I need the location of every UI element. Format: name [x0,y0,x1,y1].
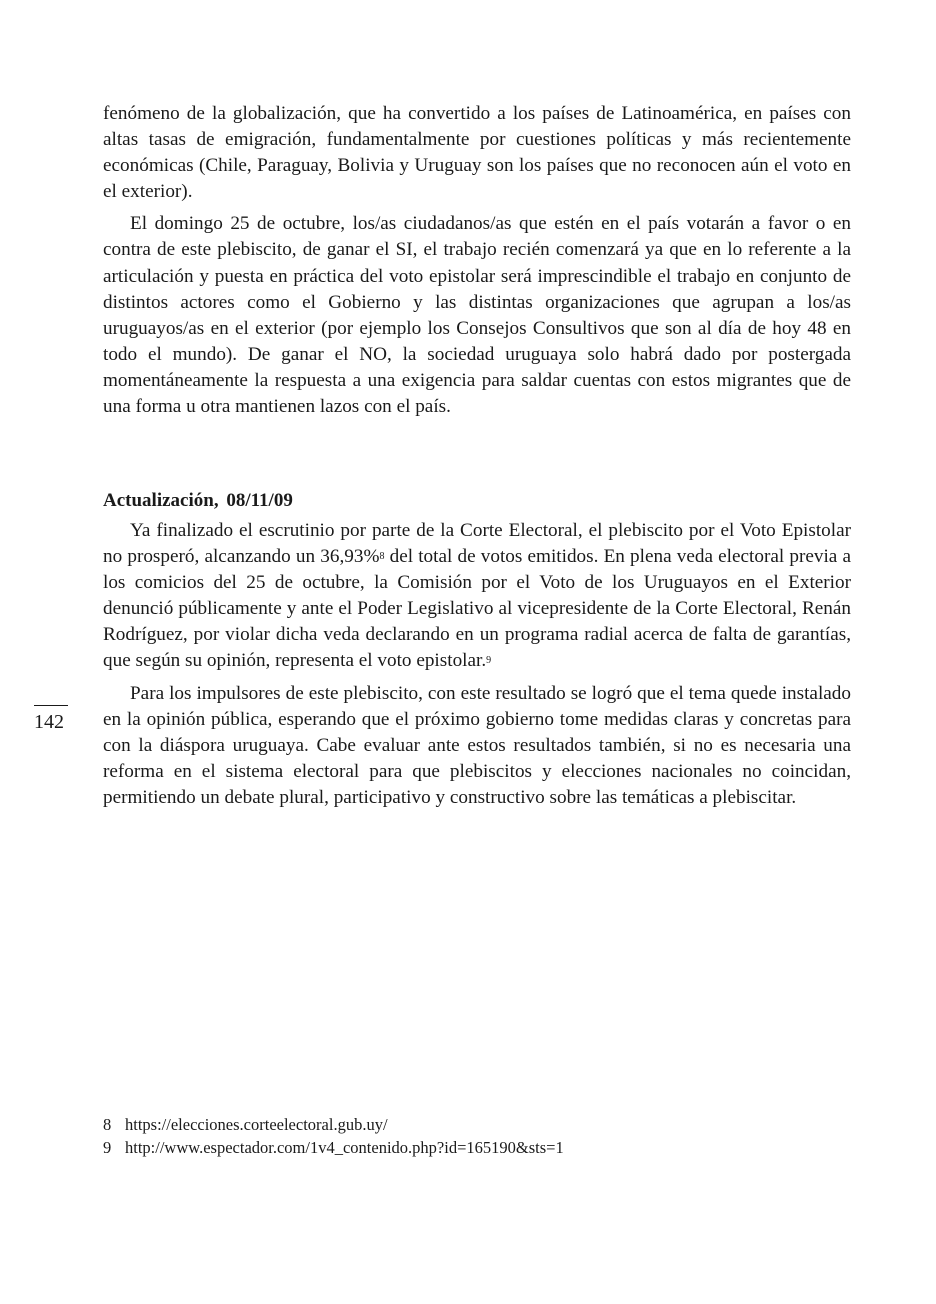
footnote-link[interactable]: http://www.espectador.com/1v4_contenido.php?id=165190&sts=1 [125,1138,564,1157]
paragraph-results-part-1: Ya finalizado el escrutinio por parte de la Corte Electoral, el plebiscito por el Voto Epistolar no prosperó, alcanzando un 36,93% [103,520,851,568]
paragraph-conclusion: Para los impulsores de este plebiscito, con este resultado se logró que el tema quede instalado en la opinión pública, esperando que el próximo gobierno tome medidas claras y concretas para con la diáspora uruguaya. Cabe evaluar ante estos resultados también, si no es necesaria una reforma en el sistema electoral para que plebiscitos y elecciones nacionales no coincidan, permitiendo un debate plural, participativo y constructivo sobre las temáticas a plebiscitar. [103,682,851,808]
update-section [103,488,851,811]
top-section [103,101,851,420]
footnote-9 [103,1136,564,1159]
footnotes [103,1113,564,1159]
page-number: 142 [34,711,64,733]
paragraph-results [103,518,851,675]
section-heading: Actualización, 08/11/09 [103,490,293,511]
footnote-ref-8[interactable]: 8 [379,551,385,563]
paragraph-results-part-2: del total de votos emitidos. En plena veda electoral previa a los comicios del 25 de octubre, la Comisión por el Voto de los Uruguayos en el Exterior denunció públicamente y ante el Poder Legislativo al vicepresidente de la Corte Electoral, Renán Rodríguez, por violar dicha veda declarando en un programa radial acerca de falta de garantías, que según su opinión, representa el voto epistolar. [103,546,851,672]
paragraph-continuation: fenómeno de la globalización, que ha convertido a los países de Latinoamérica, en países con altas tasas de emigración, fundamentalmente por cuestiones políticas y más recientemente económicas (Chile, Paraguay, Bolivia y Uruguay son los países que no reconocen aún el voto en el exterior). [103,103,851,203]
footnote-8 [103,1113,564,1136]
footnote-number: 8 [103,1115,112,1134]
paragraph-plebiscite-vote: El domingo 25 de octubre, los/as ciudadanos/as que estén en el país votarán a favor o en contra de este plebiscito, de ganar el SI, el trabajo recién comenzará ya que en lo referente a la articulación y puesta en práctica del voto epistolar será imprescindible el trabajo en conjunto de distintos actores como el Gobierno y las distintas organizaciones que agrupan a los/as uruguayos/as en el exterior (por ejemplo los Consejos Consultivos que son al día de hoy 48 en todo el mundo). De ganar el NO, la sociedad uruguaya solo habrá dado por postergada momentáneamente la respuesta a una exigencia para saldar cuentas con estos migrantes que de una forma u otra mantienen lazos con el país. [103,213,851,418]
footnote-ref-9[interactable]: 9 [486,655,492,667]
page-number-rule [34,705,68,706]
footnote-number: 9 [103,1138,112,1157]
footnote-link[interactable]: https://elecciones.corteelectoral.gub.uy/ [125,1115,388,1134]
